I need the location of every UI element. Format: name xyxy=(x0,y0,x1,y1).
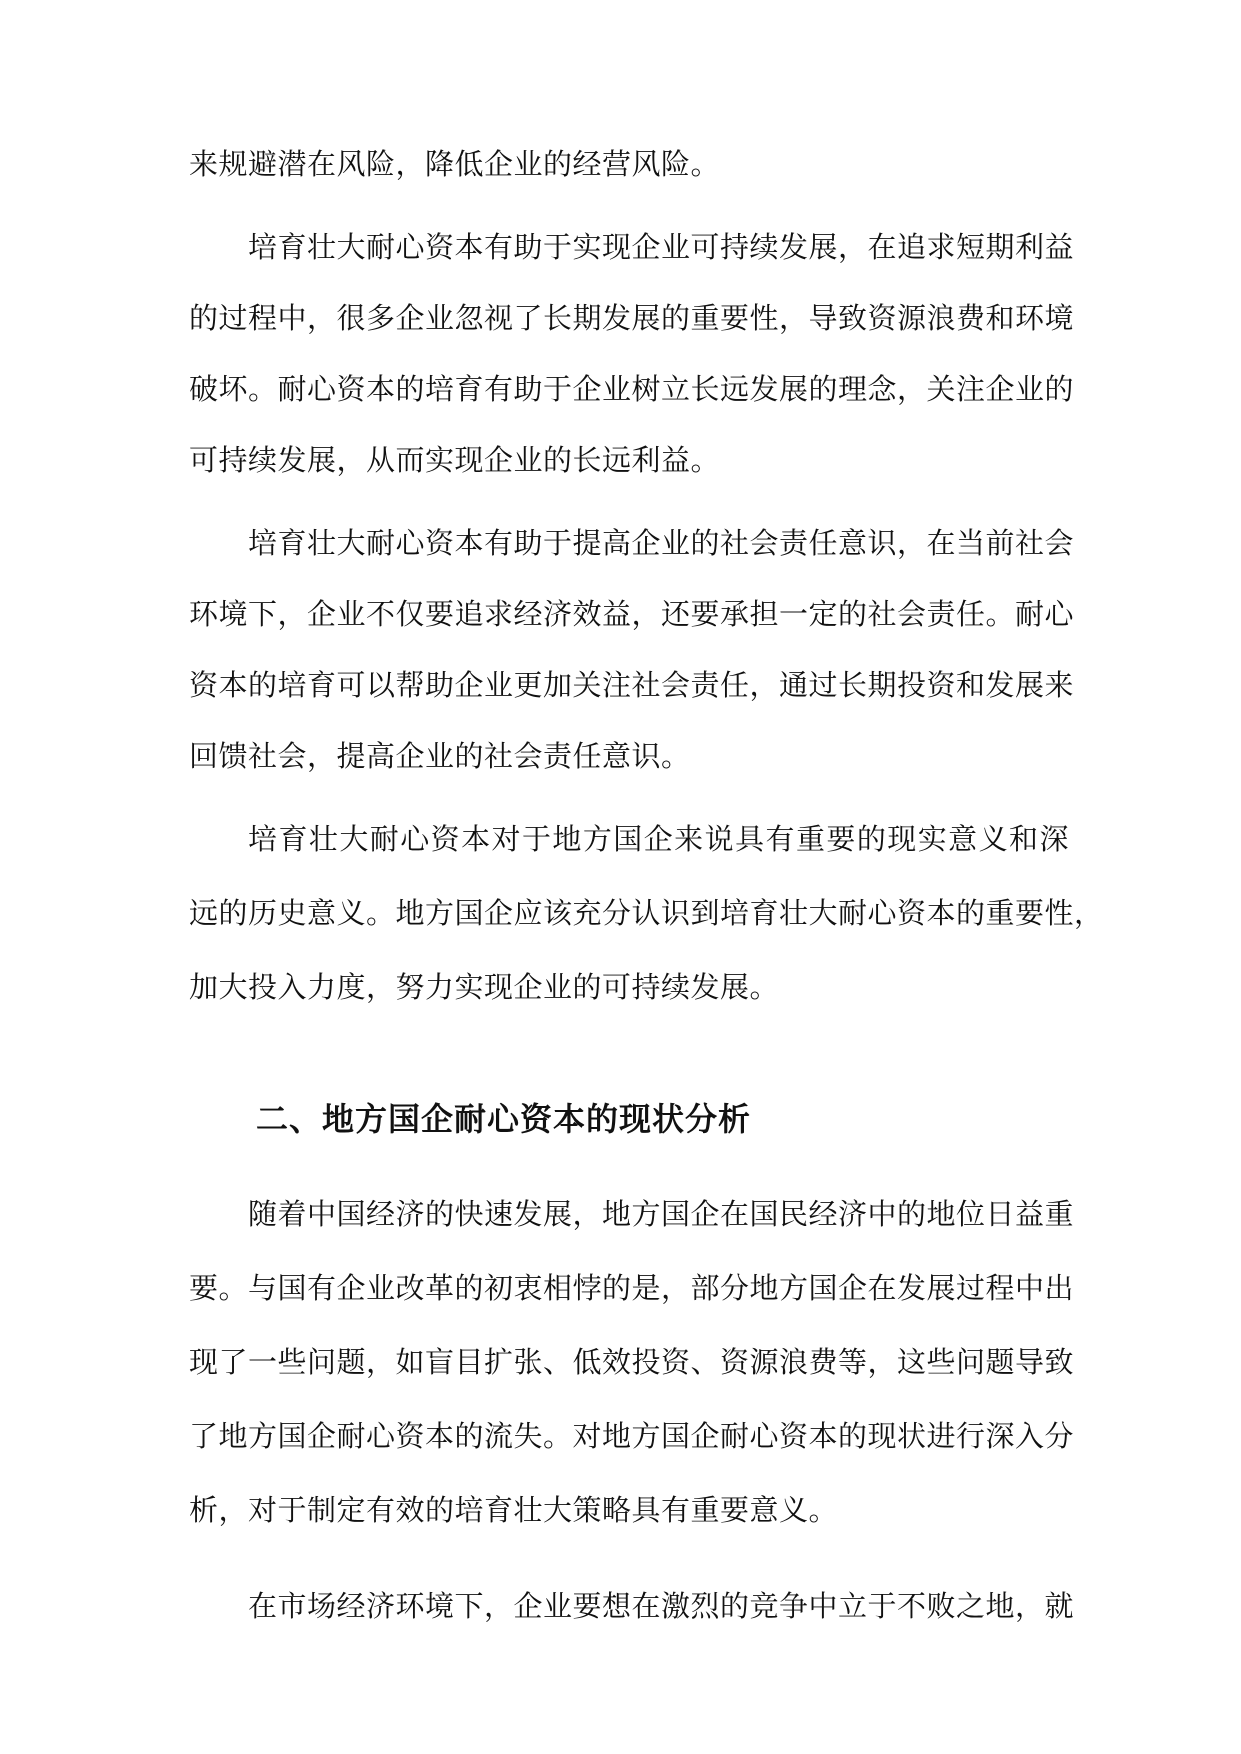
paragraph-line: 现了一些问题，如盲目扩张、低效投资、资源浪费等，这些问题导致 xyxy=(189,1345,1075,1379)
paragraph-line: 可持续发展，从而实现企业的长远利益。 xyxy=(189,443,721,477)
paragraph-line: 培育壮大耐心资本有助于提高企业的社会责任意识，在当前社会 xyxy=(248,526,1075,560)
paragraph-line: 析，对于制定有效的培育壮大策略具有重要意义。 xyxy=(189,1493,839,1527)
paragraph-line: 远的历史意义。地方国企应该充分认识到培育壮大耐心资本的重要性， xyxy=(189,896,1104,930)
paragraph-line: 的过程中，很多企业忽视了长期发展的重要性，导致资源浪费和环境 xyxy=(189,301,1075,335)
paragraph-line: 要。与国有企业改革的初衷相悖的是，部分地方国企在发展过程中出 xyxy=(189,1271,1075,1305)
paragraph-line: 培育壮大耐心资本有助于实现企业可持续发展，在追求短期利益 xyxy=(248,230,1075,264)
paragraph-line: 资本的培育可以帮助企业更加关注社会责任，通过长期投资和发展来 xyxy=(189,668,1075,702)
paragraph-line: 在市场经济环境下，企业要想在激烈的竞争中立于不败之地，就 xyxy=(248,1589,1075,1623)
section-heading: 二、地方国企耐心资本的现状分析 xyxy=(256,1100,752,1138)
paragraph-line: 加大投入力度，努力实现企业的可持续发展。 xyxy=(189,970,780,1004)
paragraph-line: 了地方国企耐心资本的流失。对地方国企耐心资本的现状进行深入分 xyxy=(189,1419,1075,1453)
paragraph-line: 破坏。耐心资本的培育有助于企业树立长远发展的理念，关注企业的 xyxy=(189,372,1075,406)
paragraph-line: 环境下，企业不仅要追求经济效益，还要承担一定的社会责任。耐心 xyxy=(189,597,1075,631)
paragraph-line: 培育壮大耐心资本对于地方国企来说具有重要的现实意义和深 xyxy=(248,822,1069,856)
paragraph-line: 回馈社会，提高企业的社会责任意识。 xyxy=(189,739,691,773)
paragraph-line: 来规避潜在风险，降低企业的经营风险。 xyxy=(189,147,721,181)
paragraph-line: 随着中国经济的快速发展，地方国企在国民经济中的地位日益重 xyxy=(248,1197,1075,1231)
